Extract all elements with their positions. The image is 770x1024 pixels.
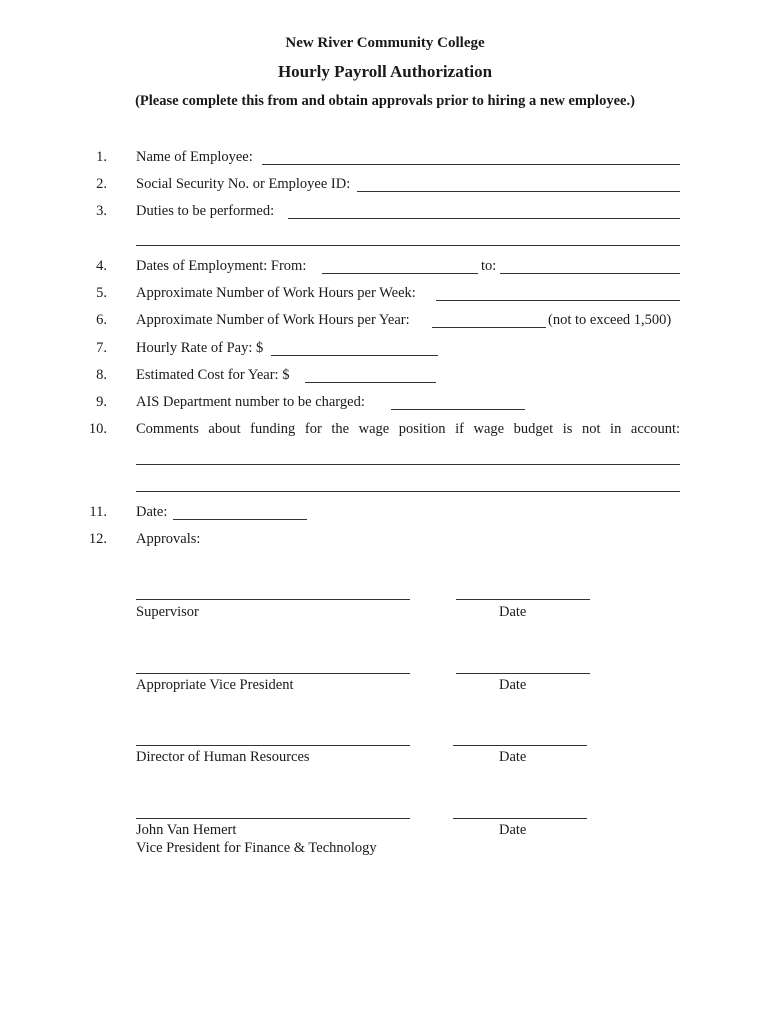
item-employee-id [0,176,770,196]
item-hours-per-week [0,285,770,305]
item-number: 3. [96,203,107,219]
item-label: Social Security No. or Employee ID: [136,176,351,192]
item-number: 5. [96,285,107,301]
hr-director-date-line[interactable] [453,745,587,746]
date-to-field[interactable] [500,273,680,274]
form-subtitle: (Please complete this from and obtain approvals prior to hiring a new employee.) [135,93,635,109]
item-label: Approximate Number of Work Hours per Week: [136,285,416,301]
item-number: 10. [88,421,107,437]
finance-vp-date-label: Date [499,822,527,838]
vice-president-date-label: Date [499,677,527,693]
item-label: Approximate Number of Work Hours per Year: [136,312,410,328]
vice-president-label: Appropriate Vice President [136,677,294,693]
item-label: AIS Department number to be charged: [136,394,365,410]
item-number: 9. [96,394,107,410]
item-number: 4. [96,258,107,274]
hours-per-year-field[interactable] [432,327,546,328]
supervisor-signature-line[interactable] [136,599,410,600]
item-number: 11. [89,504,107,520]
item-name-of-employee [0,149,770,169]
duties-field-line-2[interactable] [136,245,680,246]
date-to-label: to: [481,258,497,274]
date-field[interactable] [173,519,307,520]
hr-director-label: Director of Human Resources [136,749,310,765]
employee-id-field[interactable] [357,191,680,192]
estimated-cost-field[interactable] [305,382,436,383]
finance-vp-name: John Van Hemert [136,822,237,838]
hr-director-date-label: Date [499,749,527,765]
ais-department-field[interactable] [391,409,525,410]
item-number: 8. [96,367,107,383]
item-hours-per-year [0,312,770,332]
item-label: Hourly Rate of Pay: $ [136,340,264,356]
item-ais-department [0,394,770,414]
item-number: 7. [96,340,107,356]
date-from-field[interactable] [322,273,478,274]
employee-name-field[interactable] [262,164,680,165]
finance-vp-title: Vice President for Finance & Technology [136,840,377,856]
item-label: Name of Employee: [136,149,253,165]
comments-field-line-1[interactable] [136,464,680,465]
comments-field-line-2[interactable] [136,491,680,492]
hours-per-week-field[interactable] [436,300,680,301]
item-label: Dates of Employment: From: [136,258,307,274]
item-comments-funding [0,421,770,441]
item-label: Duties to be performed: [136,203,275,219]
item-estimated-cost [0,367,770,387]
hours-limit-note: (not to exceed 1,500) [548,312,672,328]
item-approvals [0,531,770,551]
finance-vp-signature-line[interactable] [136,818,410,819]
form-title: Hourly Payroll Authorization [277,62,493,81]
item-duties [0,203,770,223]
item-label: Approvals: [136,531,201,547]
item-label: Estimated Cost for Year: $ [136,367,290,383]
item-dates-of-employment [0,258,770,278]
item-hourly-rate [0,340,770,360]
hr-director-signature-line[interactable] [136,745,410,746]
supervisor-date-label: Date [499,604,527,620]
supervisor-date-line[interactable] [456,599,590,600]
college-name: New River Community College [285,35,485,51]
finance-vp-date-line[interactable] [453,818,587,819]
item-label: Date: [136,504,168,520]
hourly-rate-field[interactable] [271,355,438,356]
item-label: Comments about funding for the wage position if wage budget is not in account: [136,421,680,437]
item-number: 1. [96,149,107,165]
item-number: 6. [96,312,107,328]
supervisor-label: Supervisor [136,604,199,620]
duties-field-line-1[interactable] [288,218,680,219]
vice-president-date-line[interactable] [456,673,590,674]
vice-president-signature-line[interactable] [136,673,410,674]
item-number: 2. [96,176,107,192]
item-number: 12. [88,531,107,547]
item-date [0,504,770,524]
